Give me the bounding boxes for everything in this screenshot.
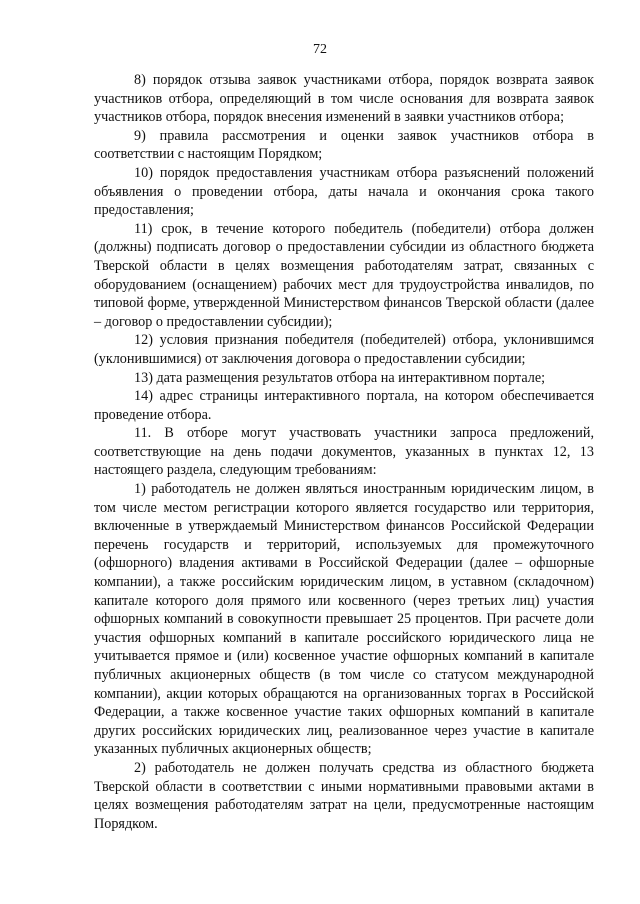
paragraph-item-10: 10) порядок предоставления участникам отбора разъяснений положений объявления о проведении отбора, даты начала и окончания срока такого предоставления;	[94, 164, 594, 219]
page-number: 72	[313, 42, 327, 57]
paragraph-item-14: 14) адрес страницы интерактивного портала, на котором обеспечивается проведение отбора.	[94, 388, 594, 423]
paragraph-requirement-2: 2) работодатель не должен получать средства из областного бюджета Тверской области в соответствии с иными нормативными правовыми актами в целях возмещения работодателям затрат на цели, предусмотренные настоящим Порядком.	[94, 759, 594, 832]
paragraph-item-13: 13) дата размещения результатов отбора на интерактивном портале;	[134, 369, 546, 386]
paragraph-requirement-1: 1) работодатель не должен являться иностранным юридическим лицом, в том числе местом регистрации которого является государство или территория, включенные в утверждаемый Министерством финансов Российской Федерации перечень государств и территорий, используемых для промежуточного (офшорного) владения активами в Российской Федерации (далее – офшорные компании), а также российским юридическим лицом, в уставном (складочном) капитале которого доля прямого или косвенного (через третьих лиц) участия офшорных компаний в совокупности превышает 25 процентов. При расчете доли участия офшорных компаний в капитале российского юридического лица не учитывается прямое и (или) косвенное участие офшорных компаний в капитале публичных акционерных обществ (в том числе со статусом международной компании), акции которых обращаются на организованных торгах в Российской Федерации, а также косвенное участие таких офшорных компаний в капитале других российских юридических лиц, реализованное через участие в капитале указанных публичных акционерных обществ;	[94, 481, 594, 758]
paragraph-item-9: 9) правила рассмотрения и оценки заявок участников отбора в соответствии с настоящим Порядком;	[94, 127, 594, 163]
paragraph-item-11: 11) срок, в течение которого победитель (победители) отбора должен (должны) подписать договор о предоставлении субсидии из областного бюджета Тверской области в целях возмещения работодателям затрат, связанных с оборудованием (оснащением) рабочих мест для трудоустройства инвалидов, по типовой форме, утвержденной Министерством финансов Тверской области (далее – договор о предоставлении субсидии);	[94, 220, 594, 330]
paragraph-item-8: 8) порядок отзыва заявок участниками отбора, порядок возврата заявок участников отбора, определяющий в том числе основания для возврата заявок участников отбора, порядок внесения изменений в заявки участников отбора;	[94, 72, 594, 126]
paragraph-item-12: 12) условия признания победителя (победителей) отбора, уклонившимся (уклонившимися) от заключения договора о предоставлении субсидии;	[94, 332, 594, 367]
document-body	[94, 71, 594, 833]
paragraph-section-11: 11. В отборе могут участвовать участники запроса предложений, соответствующие на день подачи документов, указанных в пунктах 12, 13 настоящего раздела, следующим требованиям:	[94, 425, 594, 479]
